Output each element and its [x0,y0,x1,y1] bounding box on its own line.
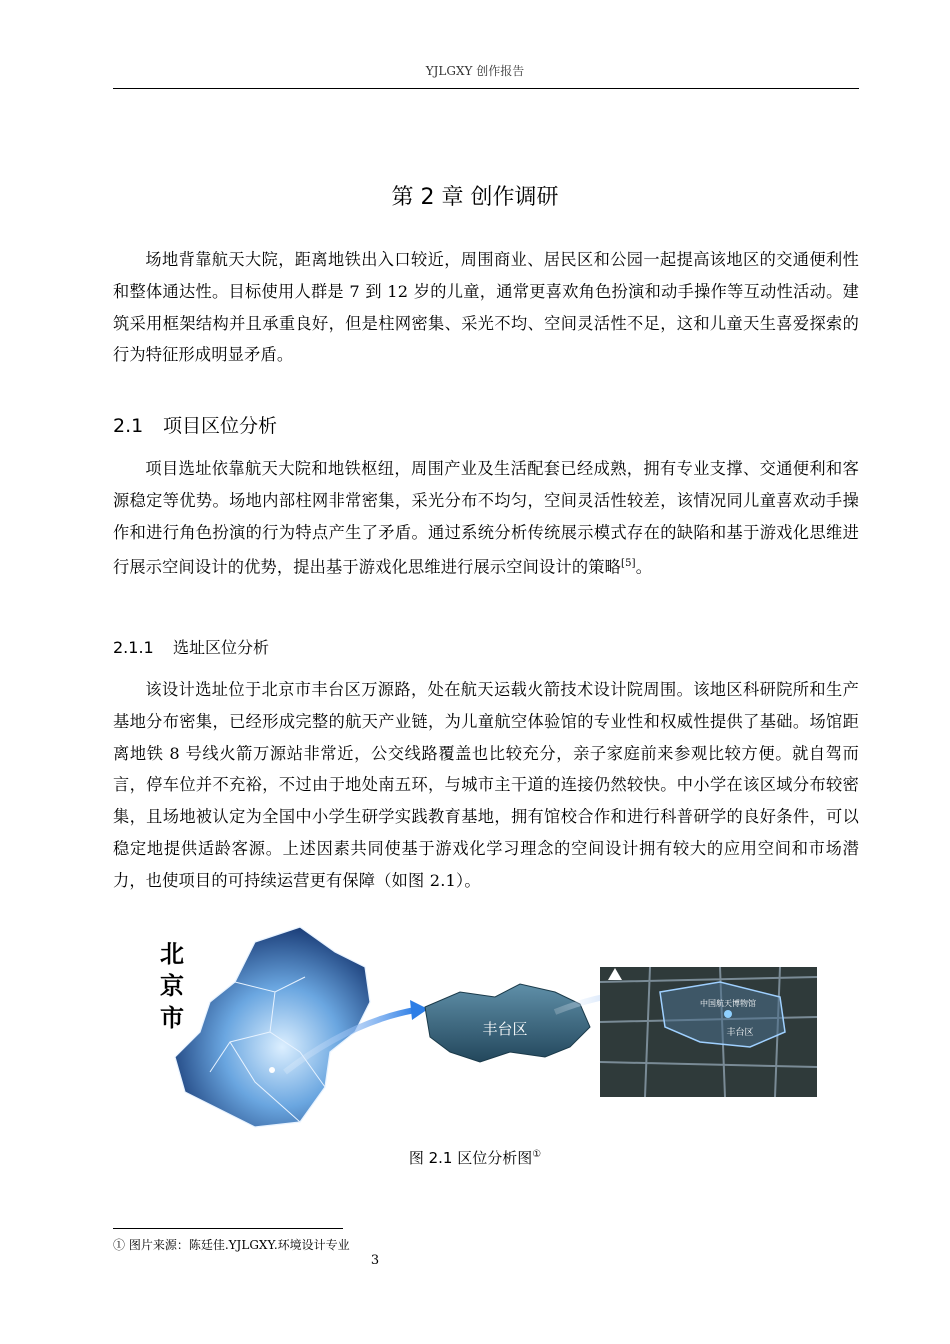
subsection-number: 2.1.1 [113,638,154,657]
museum-label: 中国航天博物馆 [700,999,756,1008]
section-paragraph [113,453,859,584]
section-paragraph-text: 项目选址依靠航天大院和地铁枢纽，周围产业及生活配套已经成熟，拥有专业支撑、交通便利和客源稳定等优势。场地内部柱网非常密集，采光分布不均匀，空间灵活性较差，该情况同儿童喜欢动手操作和进行角色扮演的行为特点产生了矛盾。通过系统分析传统展示模式存在的缺陷和基于游戏化思维进行展示空间设计的优势，提出基于游戏化思维进行展示空间设计的策略 [113,459,859,577]
citation: [5] [621,558,636,570]
beijing-label-3: 市 [160,1004,184,1032]
subsection-title: 选址区位分析 [173,638,270,657]
header-rule [113,88,859,89]
page-header: YJLGXY 创作报告 [425,64,525,78]
section-paragraph-end: 。 [635,557,653,577]
fengtai-label: 丰台区 [482,1020,528,1038]
footnote: ① 图片来源：陈廷佳.YJLGXY.环境设计专业 [113,1238,350,1252]
chapter-title: 第 2 章 创作调研 [391,185,559,210]
figure-caption-mark: ① [532,1149,542,1160]
beijing-label-2: 京 [160,972,184,1000]
beijing-map [175,927,370,1127]
subsection-heading [113,635,269,658]
satellite-map [600,967,817,1097]
subsection-paragraph: 该设计选址位于北京市丰台区万源路，处在航天运载火箭技术设计院周围。该地区科研院所和生产基地分布密集，已经形成完整的航天产业链，为儿童航空体验馆的专业性和权威性提供了基础。场馆距离地铁 8 号线火箭万源站非常近，公交线路覆盖也比较充分，亲子家庭前来参观比较方便。就自驾而言，停车位并不充裕，不过由于地处南五环，与城市主干道的连接仍然较快。中小学在该区域分布较密集，且场地被认定为全国中小学生研学实践教育基地，拥有馆校合作和进行科普研学的良好条件，可以稳定地提供适龄客源。上述因素共同使基于游戏化学习理念的空间设计拥有较大的应用空间和市场潜力，也使项目的可持续运营更有保障（如图 2.1）。 [113,680,859,890]
section-title: 项目区位分析 [163,415,278,437]
figure-caption-text: 图 2.1 区位分析图 [408,1149,533,1167]
district-label: 丰台区 [726,1028,754,1038]
intro-paragraph: 场地背靠航天大院，距离地铁出入口较近，周围商业、居民区和公园一起提高该地区的交通便利性和整体通达性。目标使用人群是 7 到 12 岁的儿童，通常更喜欢角色扮演和动手操作等互动性活动。建筑采用框架结构并且承重良好，但是柱网密集、采光不均、空间灵活性不足，这和儿童天生喜爱探索的行为特征形成明显矛盾。 [113,250,859,365]
beijing-label-1: 北 [160,940,184,968]
figure-caption [0,1147,950,1168]
section-heading [113,411,277,438]
page-number: 3 [370,1253,380,1268]
section-number: 2.1 [113,415,144,437]
location-analysis-figure [160,922,820,1132]
footnote-rule [113,1228,343,1229]
